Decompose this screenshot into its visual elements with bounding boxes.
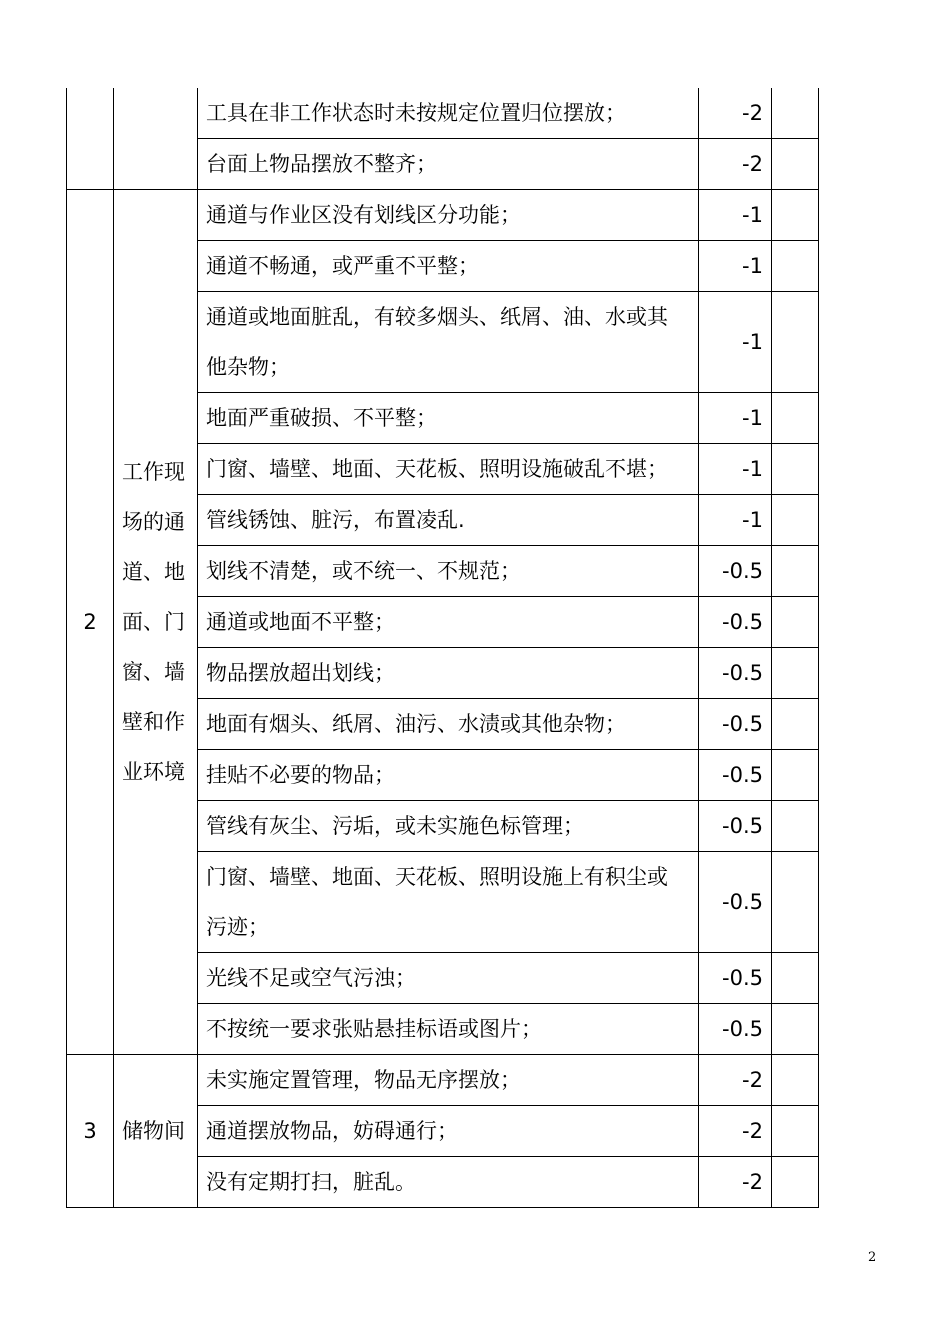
item-number-cell: 3: [67, 1055, 114, 1208]
criterion-cell: [198, 1106, 699, 1157]
table-row: [67, 1055, 819, 1106]
criterion-cell: [198, 88, 699, 139]
criterion-cell: [198, 139, 699, 190]
item-number-cell: [67, 88, 114, 190]
deduction-score-cell: -1: [699, 393, 772, 444]
criterion-cell: [198, 393, 699, 444]
deduction-score-cell: -1: [699, 495, 772, 546]
actual-score-cell[interactable]: [772, 750, 819, 801]
criterion-text: 未实施定置管理，物品无序摆放；: [206, 1068, 521, 1092]
table-row: [67, 88, 819, 139]
deduction-score-cell: -0.5: [699, 546, 772, 597]
actual-score-cell[interactable]: [772, 190, 819, 241]
actual-score-cell[interactable]: [772, 546, 819, 597]
deduction-score-cell: -2: [699, 88, 772, 139]
check-item-text: 储物间: [122, 1119, 185, 1143]
deduction-score-cell: -1: [699, 292, 772, 393]
deduction-score-cell: -2: [699, 1157, 772, 1208]
criterion-cell: [198, 1157, 699, 1208]
deduction-score-cell: -0.5: [699, 597, 772, 648]
criterion-cell: [198, 750, 699, 801]
criterion-cell: [198, 241, 699, 292]
criterion-text: 不按统一要求张贴悬挂标语或图片；: [206, 1017, 542, 1041]
criterion-text: 光线不足或空气污浊；: [206, 966, 416, 990]
actual-score-cell[interactable]: [772, 444, 819, 495]
criterion-cell: [198, 444, 699, 495]
check-item-cell: [114, 88, 198, 190]
criterion-text: 管线锈蚀、脏污，布置凌乱.: [206, 508, 465, 532]
criterion-cell: [198, 546, 699, 597]
actual-score-cell[interactable]: [772, 648, 819, 699]
check-item-cell: [114, 1055, 198, 1208]
actual-score-cell[interactable]: [772, 1157, 819, 1208]
criterion-cell: [198, 597, 699, 648]
deduction-score-cell: -1: [699, 241, 772, 292]
criterion-text: 挂贴不必要的物品；: [206, 763, 395, 787]
deduction-score-cell: -2: [699, 139, 772, 190]
criterion-cell: [198, 648, 699, 699]
actual-score-cell[interactable]: [772, 1106, 819, 1157]
actual-score-cell[interactable]: [772, 139, 819, 190]
criterion-text: 台面上物品摆放不整齐；: [206, 152, 437, 176]
deduction-table: [66, 88, 819, 1208]
criterion-cell: [198, 1004, 699, 1055]
criterion-cell: [198, 852, 699, 953]
criterion-text: 通道或地面不平整；: [206, 610, 395, 634]
criterion-cell: [198, 292, 699, 393]
actual-score-cell[interactable]: [772, 801, 819, 852]
criterion-text: 通道不畅通，或严重不平整；: [206, 254, 479, 278]
criterion-cell: [198, 190, 699, 241]
criterion-cell: [198, 801, 699, 852]
criterion-text: 工具在非工作状态时未按规定位置归位摆放；: [206, 101, 626, 125]
actual-score-cell[interactable]: [772, 953, 819, 1004]
actual-score-cell[interactable]: [772, 292, 819, 393]
deduction-score-cell: -1: [699, 190, 772, 241]
deduction-score-cell: -2: [699, 1106, 772, 1157]
deduction-score-cell: -0.5: [699, 852, 772, 953]
deduction-score-cell: -0.5: [699, 750, 772, 801]
actual-score-cell[interactable]: [772, 241, 819, 292]
criterion-text: 地面有烟头、纸屑、油污、水渍或其他杂物；: [206, 712, 626, 736]
criterion-cell: [198, 495, 699, 546]
criterion-text: 划线不清楚，或不统一、不规范；: [206, 559, 521, 583]
table-row: [67, 190, 819, 241]
criterion-cell: [198, 699, 699, 750]
actual-score-cell[interactable]: [772, 1004, 819, 1055]
actual-score-cell[interactable]: [772, 1055, 819, 1106]
deduction-score-cell: -0.5: [699, 648, 772, 699]
actual-score-cell[interactable]: [772, 597, 819, 648]
criterion-text: 物品摆放超出划线；: [206, 661, 395, 685]
deduction-score-cell: -0.5: [699, 801, 772, 852]
actual-score-cell[interactable]: [772, 88, 819, 139]
deduction-score-cell: -0.5: [699, 1004, 772, 1055]
criterion-text: 通道与作业区没有划线区分功能；: [206, 203, 521, 227]
actual-score-cell[interactable]: [772, 852, 819, 953]
actual-score-cell[interactable]: [772, 495, 819, 546]
check-item-cell: [114, 190, 198, 1055]
criterion-text: 管线有灰尘、污垢，或未实施色标管理；: [206, 814, 584, 838]
criterion-cell: [198, 953, 699, 1004]
criterion-text: 地面严重破损、不平整；: [206, 406, 437, 430]
criterion-text: 通道或地面脏乱，有较多烟头、纸屑、油、水或其他杂物；: [206, 305, 668, 379]
actual-score-cell[interactable]: [772, 699, 819, 750]
deduction-score-cell: -2: [699, 1055, 772, 1106]
deduction-score-cell: -0.5: [699, 699, 772, 750]
criterion-text: 通道摆放物品，妨碍通行；: [206, 1119, 458, 1143]
item-number-cell: 2: [67, 190, 114, 1055]
deduction-score-cell: -1: [699, 444, 772, 495]
criterion-text: 门窗、墙壁、地面、天花板、照明设施破乱不堪；: [206, 457, 668, 481]
actual-score-cell[interactable]: [772, 393, 819, 444]
criterion-text: 门窗、墙壁、地面、天花板、照明设施上有积尘或污迹；: [206, 865, 668, 939]
check-item-text: 工作现场的通道、地面、门窗、墙壁和作业环境: [122, 460, 185, 784]
criterion-text: 没有定期打扫，脏乱。: [206, 1170, 416, 1194]
criterion-cell: [198, 1055, 699, 1106]
deduction-score-cell: -0.5: [699, 953, 772, 1004]
page-number: 2: [868, 1250, 877, 1265]
